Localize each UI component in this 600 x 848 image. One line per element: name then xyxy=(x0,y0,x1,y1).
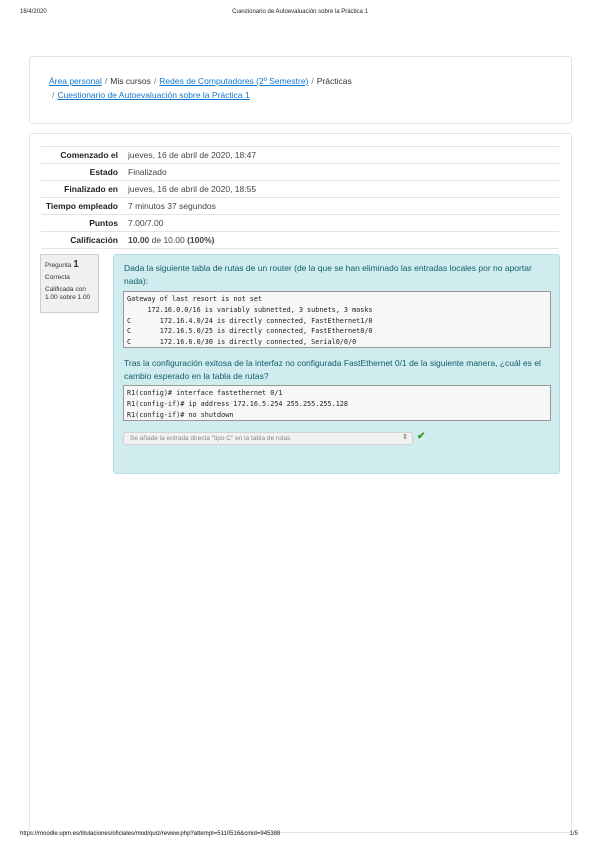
summary-label: Tiempo empleado xyxy=(41,198,122,215)
breadcrumb-quiz[interactable]: Cuestionario de Autoevaluación sobre la Práctica 1 xyxy=(57,90,250,100)
question-number: 1 xyxy=(73,259,79,270)
grade-score: 10.00 xyxy=(128,235,150,245)
breadcrumb-separator: / xyxy=(52,90,55,100)
correct-check-icon: ✔ xyxy=(417,431,426,442)
summary-value: Finalizado xyxy=(122,164,559,181)
breadcrumb-separator: / xyxy=(153,76,157,86)
table-row xyxy=(41,215,559,232)
breadcrumb xyxy=(49,74,389,102)
breadcrumb-mis-cursos: Mis cursos xyxy=(110,76,151,86)
answer-select[interactable] xyxy=(123,432,413,445)
answer-selected-value: Se añade la entrada directa "tipo C" en la tabla de rutas xyxy=(130,435,291,442)
summary-value: jueves, 16 de abril de 2020, 18:47 xyxy=(122,147,559,164)
print-date: 16/4/2020 xyxy=(20,9,47,15)
breadcrumb-area-personal[interactable]: Área personal xyxy=(49,76,102,86)
breadcrumb-separator: / xyxy=(311,76,314,86)
table-row xyxy=(41,164,559,181)
grade-max: de 10.00 xyxy=(149,235,188,245)
breadcrumb-practicas: Prácticas xyxy=(316,76,352,86)
attempt-summary-table xyxy=(41,146,559,249)
question-content xyxy=(113,254,560,474)
question-score: Calificada con 1.00 sobre 1.00 xyxy=(45,286,91,301)
question-status: Correcta xyxy=(45,274,70,281)
summary-label: Comenzado el xyxy=(41,147,122,164)
grade-value xyxy=(122,232,559,249)
question-info xyxy=(40,254,99,313)
breadcrumb-separator: / xyxy=(104,76,108,86)
print-url: https://moodle.upm.es/titulaciones/oficiales/mod/quiz/review.php?attempt=5110516&cmid=945388 xyxy=(20,831,281,837)
summary-value: jueves, 16 de abril de 2020, 18:55 xyxy=(122,181,559,198)
summary-label: Puntos xyxy=(41,215,122,232)
summary-value: 7.00/7.00 xyxy=(122,215,559,232)
table-row xyxy=(41,198,559,215)
routing-table-code: Gateway of last resort is not set 172.16.0.0/16 is variably subnetted, 3 subnets, 3 masks C 172.16.4.0/24 is directly connected, FastEthernet1/0 C 172.16.5.0/25 is directly connected, FastEthernet0/0 C 172.16.6.0/30 is directly connected, Serial0/0/0 xyxy=(123,291,551,348)
question-text-followup: Tras la configuración exitosa de la interfaz no configurada FastEthernet 0/1 de la siguiente manera, ¿cuál es el cambio esperado en la tabla de rutas? xyxy=(124,358,541,381)
table-row xyxy=(41,181,559,198)
summary-label: Finalizado en xyxy=(41,181,122,198)
print-page-number: 1/5 xyxy=(569,831,578,837)
grade-percent: (100%) xyxy=(187,235,215,245)
summary-value: 7 minutos 37 segundos xyxy=(122,198,559,215)
breadcrumb-container xyxy=(29,56,572,124)
print-title: Cuestionario de Autoevaluación sobre la Práctica 1 xyxy=(232,9,368,15)
config-code: R1(config)# interface fastethernet 0/1 R1(config-if)# ip address 172.16.5.254 255.255.255.128 R1(config-if)# no shutdown xyxy=(123,385,551,421)
summary-label: Estado xyxy=(41,164,122,181)
grade-label: Calificación xyxy=(41,232,122,249)
table-row xyxy=(41,232,559,249)
question-text: Dada la siguiente tabla de rutas de un router (de la que se han eliminado las entradas locales por no aportar nada): xyxy=(124,263,532,286)
breadcrumb-course[interactable]: Redes de Computadores (2º Semestre) xyxy=(159,76,309,86)
table-row xyxy=(41,147,559,164)
select-arrows-icon: ⇕ xyxy=(402,434,408,441)
question-label: Pregunta xyxy=(45,262,72,269)
